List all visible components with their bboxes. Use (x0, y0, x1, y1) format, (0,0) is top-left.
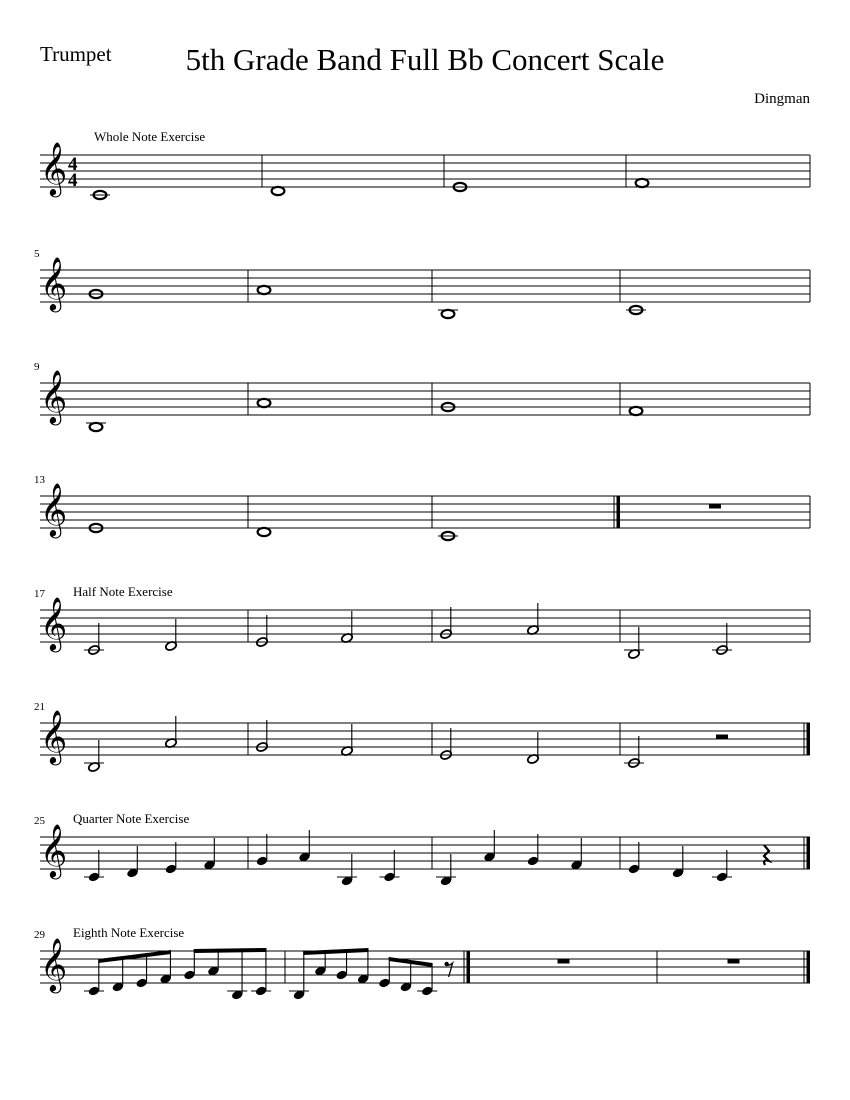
measure-number: 5 (34, 248, 40, 260)
final-barline (807, 837, 811, 869)
note-head (258, 286, 271, 294)
measure-number: 13 (34, 474, 45, 486)
note-beam (98, 950, 171, 963)
whole-rest-icon (728, 959, 740, 964)
whole-rest-icon (709, 504, 721, 509)
staff-system (34, 811, 810, 887)
measure-number: 17 (34, 588, 45, 600)
exercise-label: Whole Note Exercise (94, 129, 206, 144)
quarter-rest-icon (764, 845, 769, 865)
measure-number: 25 (34, 815, 45, 827)
staff-system (34, 701, 810, 772)
note-head (258, 399, 271, 407)
measure-number: 29 (34, 929, 45, 941)
treble-clef-icon: 𝄞 (40, 598, 68, 649)
staff-system (34, 474, 810, 540)
note-beam (194, 948, 267, 953)
note-head (630, 407, 643, 415)
treble-clef-icon: 𝄞 (40, 711, 68, 762)
note-head (258, 528, 271, 536)
instrument-name: Trumpet (40, 42, 112, 66)
measure-number: 21 (34, 701, 45, 713)
exercise-label: Eighth Note Exercise (73, 925, 185, 940)
treble-clef-icon: 𝄞 (40, 825, 68, 876)
composer-name: Dingman (754, 91, 810, 107)
time-signature-bottom: 4 (68, 170, 78, 191)
measure-number: 9 (34, 361, 40, 373)
note-head (636, 179, 649, 187)
treble-clef-icon: 𝄞 (40, 143, 68, 194)
final-barline (467, 951, 471, 983)
note-head (272, 187, 285, 195)
staff-system (34, 248, 810, 318)
final-barline (807, 723, 811, 755)
staff-system (40, 129, 810, 199)
note-head (90, 423, 103, 431)
exercise-label: Quarter Note Exercise (73, 811, 190, 826)
staff-system (34, 584, 810, 659)
note-head (442, 310, 455, 318)
treble-clef-icon: 𝄞 (40, 371, 68, 422)
half-rest-icon (716, 735, 728, 740)
whole-rest-icon (558, 959, 570, 964)
final-barline (617, 496, 621, 528)
staff-system (34, 925, 810, 1001)
score-title: 5th Grade Band Full Bb Concert Scale (185, 42, 665, 77)
treble-clef-icon: 𝄞 (40, 939, 68, 990)
final-barline (807, 951, 811, 983)
exercise-label: Half Note Exercise (73, 584, 173, 599)
time-signature-top: 4 (68, 154, 78, 175)
note-beam (303, 948, 368, 955)
treble-clef-icon: 𝄞 (40, 484, 68, 535)
treble-clef-icon: 𝄞 (40, 258, 68, 309)
staff-system (34, 361, 810, 431)
